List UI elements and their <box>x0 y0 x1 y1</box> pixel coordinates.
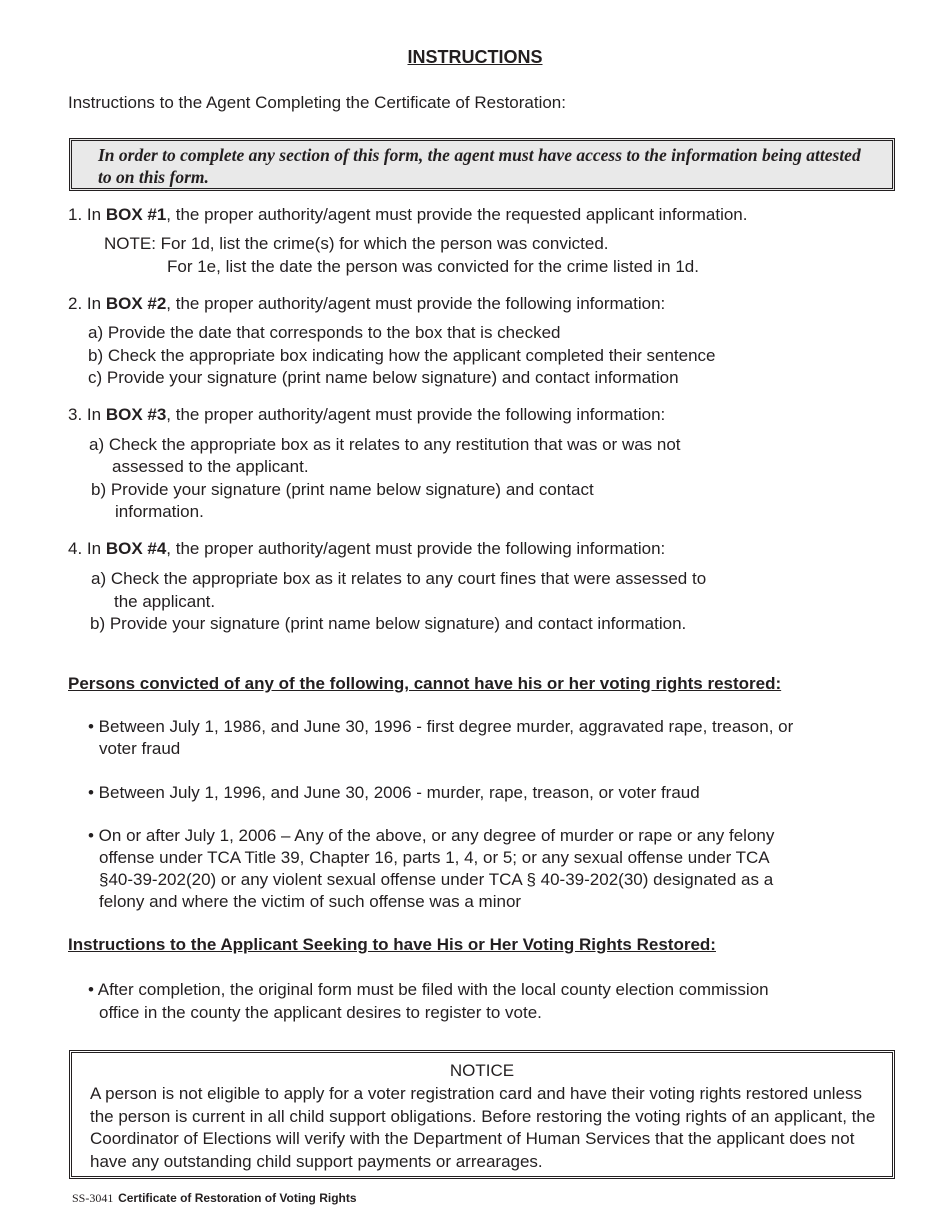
attestation-note: In order to complete any section of this form, the agent must have access to the information being attested to on this form. <box>98 145 861 187</box>
box2-label: BOX #2 <box>105 294 167 313</box>
box3-instruction <box>68 405 665 425</box>
notice-body: A person is not eligible to apply for a voter registration card and have their voting rights restored unless the person is current in all child support obligations. Before restoring the voting rights of an applicant, the Coordinator of Elections will verify with the Department of Human Services that the applicant does not have any outstanding child support payments or arrearages. <box>90 1084 876 1171</box>
box1-instruction <box>68 205 747 225</box>
bullet-2006-cont-2: §40-39-202(20) or any violent sexual offense under TCA § 40-39-202(30) designated as a <box>99 870 774 889</box>
bullet-1996: • Between July 1, 1996, and June 30, 2006 - murder, rape, treason, or voter fraud <box>88 783 700 802</box>
box4-item-a: a) Check the appropriate box as it relates to any court fines that were assessed to <box>91 569 707 588</box>
agent-instructions-heading: Instructions to the Agent Completing the Certificate of Restoration: <box>68 93 566 112</box>
box2-item-c: c) Provide your signature (print name below signature) and contact information <box>88 368 679 387</box>
attestation-box <box>69 138 895 191</box>
form-name: Certificate of Restoration of Voting Rights <box>118 1191 357 1205</box>
form-footer <box>72 1187 357 1207</box>
form-code: SS-3041 <box>72 1191 114 1205</box>
box3-item-a-cont: assessed to the applicant. <box>112 457 309 476</box>
page-title: INSTRUCTIONS <box>407 47 543 67</box>
box4-prefix: 4. In <box>68 539 106 558</box>
bullet-2006: • On or after July 1, 2006 – Any of the above, or any degree of murder or rape or any felony <box>88 826 775 845</box>
box2-text: , the proper authority/agent must provide the following information: <box>166 294 666 313</box>
box2-prefix: 2. In <box>68 294 106 313</box>
box2-instruction <box>68 294 665 314</box>
box4-instruction <box>68 539 665 559</box>
applicant-instruction-cont: office in the county the applicant desires to register to vote. <box>99 1003 542 1022</box>
bullet-1986: • Between July 1, 1986, and June 30, 1996 - first degree murder, aggravated rape, treason, or <box>88 717 794 736</box>
box2-item-b: b) Check the appropriate box indicating how the applicant completed their sentence <box>88 346 716 365</box>
applicant-heading: Instructions to the Applicant Seeking to have His or Her Voting Rights Restored: <box>68 935 716 954</box>
box1-note <box>104 234 609 254</box>
box1-prefix: 1. In <box>68 205 106 224</box>
note-1e: For 1e, list the date the person was convicted for the crime listed in 1d. <box>167 257 699 276</box>
box2-item-a: a) Provide the date that corresponds to the box that is checked <box>88 323 561 342</box>
bullet-2006-cont-3: felony and where the victim of such offense was a minor <box>99 892 522 911</box>
bullet-2006-cont-1: offense under TCA Title 39, Chapter 16, parts 1, 4, or 5; or any sexual offense under TCA <box>99 848 770 867</box>
box3-item-a: a) Check the appropriate box as it relates to any restitution that was or was not <box>89 435 681 454</box>
box4-item-a-cont: the applicant. <box>114 592 216 611</box>
applicant-instruction: • After completion, the original form must be filed with the local county election commission <box>88 980 769 999</box>
box3-prefix: 3. In <box>68 405 106 424</box>
note-1d: For 1d, list the crime(s) for which the person was convicted. <box>160 234 609 253</box>
ineligible-heading: Persons convicted of any of the following, cannot have his or her voting rights restored: <box>68 674 782 693</box>
box4-text: , the proper authority/agent must provide the following information: <box>166 539 666 558</box>
notice-title: NOTICE <box>449 1061 515 1080</box>
box3-item-b: b) Provide your signature (print name below signature) and contact <box>91 480 594 499</box>
note-label: NOTE: <box>104 234 161 253</box>
box4-label: BOX #4 <box>105 539 167 558</box>
box1-label: BOX #1 <box>105 205 167 224</box>
notice-box <box>69 1050 895 1179</box>
bullet-1986-cont: voter fraud <box>99 739 181 758</box>
box3-text: , the proper authority/agent must provide the following information: <box>166 405 666 424</box>
box1-text: , the proper authority/agent must provide the requested applicant information. <box>166 205 748 224</box>
box3-label: BOX #3 <box>105 405 167 424</box>
box3-item-b-cont: information. <box>115 502 204 521</box>
box4-item-b: b) Provide your signature (print name below signature) and contact information. <box>90 614 687 633</box>
